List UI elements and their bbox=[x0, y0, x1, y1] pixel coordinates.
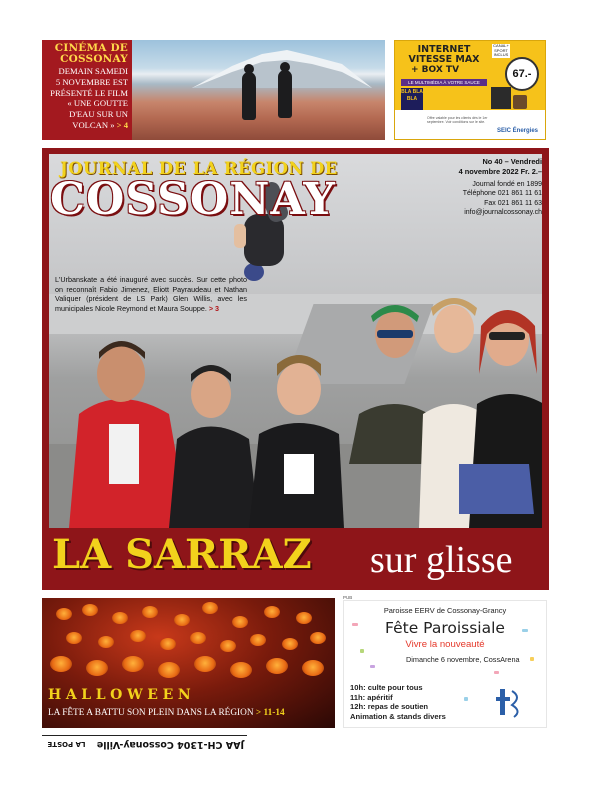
pumpkin-icon bbox=[158, 662, 180, 678]
caption-text: L'Urbanskate a été inauguré avec succès. Sur cette photo on reconnaît Fabio Jimenez, Eliott Payraudeau et Nathan Valiquer (président de LS Park) Glen Willis, avec les municipales Nicole Reymond et Maura Souppe. bbox=[55, 275, 247, 313]
internet-ad[interactable] bbox=[394, 40, 546, 140]
cinema-text-line: « UNE GOUTTE bbox=[67, 98, 128, 109]
pumpkin-icon bbox=[250, 634, 266, 646]
ad-headline: INTERNET VITESSE MAX bbox=[408, 44, 480, 65]
diver-figure bbox=[242, 72, 256, 120]
pumpkin-icon bbox=[160, 638, 176, 650]
diver-head bbox=[244, 64, 254, 74]
cinema-page-ref[interactable]: > 4 bbox=[116, 119, 128, 130]
caption-page-ref[interactable]: > 3 bbox=[208, 303, 220, 313]
postal-band bbox=[42, 735, 247, 751]
cinema-photo bbox=[132, 40, 385, 140]
halloween-sub-text: LA FÊTE A BATTU SON PLEIN DANS LA RÉGION bbox=[48, 708, 254, 718]
confetti bbox=[464, 697, 468, 701]
parish-ad[interactable] bbox=[343, 600, 547, 728]
diver-head bbox=[280, 62, 290, 72]
cinema-teaser[interactable] bbox=[42, 40, 132, 140]
photo-caption bbox=[55, 275, 247, 313]
parish-date: Dimanche 6 novembre, CossArena bbox=[406, 655, 520, 664]
issue-date-price: 4 novembre 2022 Fr. 2.– bbox=[458, 167, 542, 176]
ad-logo: SEIC Énergies bbox=[497, 128, 539, 134]
pumpkin-icon bbox=[220, 640, 236, 652]
postal-address: JAA CH-1304 Cossonay-Ville bbox=[96, 739, 244, 750]
confetti bbox=[530, 657, 534, 661]
ad-fine-print: Offre valable pour les clients dès le 1er septembre. Voir conditions sur le site. bbox=[427, 116, 488, 125]
parish-program bbox=[350, 683, 446, 721]
parish-name: Paroisse EERV de Cossonay-Grancy bbox=[383, 606, 507, 615]
issue-email[interactable]: info@journalcossonay.ch bbox=[464, 208, 542, 216]
program-item: 11h: apéritif bbox=[350, 692, 393, 702]
pumpkin-icon bbox=[282, 638, 298, 650]
ad-price-badge: 67.- bbox=[505, 57, 539, 91]
pumpkin-icon bbox=[142, 606, 158, 618]
pumpkin-icon bbox=[266, 658, 288, 674]
parish-slogan: Vivre la nouveauté bbox=[405, 639, 485, 650]
issue-fax: Fax 021 861 11 63 bbox=[484, 199, 542, 207]
confetti bbox=[370, 665, 375, 668]
cinema-title-line2: COSSONAY bbox=[60, 53, 128, 65]
cinema-title-line1: CINÉMA DE bbox=[54, 42, 128, 54]
post-logo: LA POSTE bbox=[47, 740, 86, 748]
ad-footer-band bbox=[395, 110, 545, 140]
issue-phone: Téléphone 021 861 11 61 bbox=[462, 190, 542, 198]
pumpkin-icon bbox=[56, 608, 72, 620]
halloween-subtitle bbox=[48, 708, 285, 718]
pumpkin-icon bbox=[232, 616, 248, 628]
pub-label: PUB bbox=[343, 595, 353, 600]
masthead-subtitle: JOURNAL DE LA RÉGION DE bbox=[60, 159, 338, 178]
cinema-text-line: 5 NOVEMBRE EST bbox=[55, 76, 128, 87]
tv-box-icon bbox=[491, 87, 511, 109]
cinema-text bbox=[46, 66, 128, 131]
pumpkin-icon bbox=[66, 632, 82, 644]
program-item: 10h: culte pour tous bbox=[350, 683, 423, 692]
ad-blabla-box: BLA BLA BLA bbox=[401, 88, 423, 110]
pumpkin-icon bbox=[190, 632, 206, 644]
cinema-text-line: DEMAIN SAMEDI bbox=[58, 66, 128, 76]
ad-tag: CANAL+ SPORT INCLUS bbox=[493, 43, 509, 57]
program-item: Animation & stands divers bbox=[350, 711, 446, 721]
remote-icon bbox=[513, 95, 527, 109]
postal-text bbox=[44, 737, 244, 751]
ad-subheadline: + BOX TV bbox=[411, 65, 460, 75]
parish-logo-icon bbox=[496, 685, 536, 721]
pumpkin-icon bbox=[296, 612, 312, 624]
pumpkin-icon bbox=[174, 614, 190, 626]
pumpkin-icon bbox=[122, 656, 144, 672]
pumpkin-icon bbox=[112, 612, 128, 624]
cinema-text-line: PRÉSENTÉ LE FILM bbox=[50, 87, 128, 98]
pumpkin-icon bbox=[202, 602, 218, 614]
pumpkin-icon bbox=[50, 656, 72, 672]
pumpkin-icon bbox=[230, 662, 252, 678]
pumpkin-icon bbox=[86, 660, 108, 676]
pumpkin-icon bbox=[302, 660, 324, 676]
pumpkin-icon bbox=[264, 606, 280, 618]
main-headline[interactable]: LA SARRAZ bbox=[52, 531, 312, 578]
cinema-text-last: VOLCAN » bbox=[72, 119, 115, 130]
pumpkin-icon bbox=[98, 636, 114, 648]
issue-founded: Journal fondé en 1899 bbox=[472, 181, 542, 188]
confetti bbox=[494, 671, 499, 674]
program-item: 12h: repas de soutien bbox=[350, 702, 429, 712]
pumpkin-icon bbox=[310, 632, 326, 644]
issue-number: No 40 – Vendredi bbox=[482, 157, 542, 166]
cinema-text-line: D'EAU SUR UN bbox=[69, 109, 128, 120]
pumpkin-icon bbox=[82, 604, 98, 616]
ad-strip: LE MULTIMÉDIA À VOTRE SAUCE bbox=[401, 79, 487, 86]
issue-info bbox=[444, 157, 542, 217]
halloween-title: HALLOWEEN bbox=[48, 687, 196, 703]
masthead-title: COSSONAY bbox=[50, 174, 336, 225]
diver-figure bbox=[278, 70, 292, 118]
parish-event-title: Fête Paroissiale bbox=[385, 619, 505, 637]
pumpkin-icon bbox=[194, 656, 216, 672]
cinema-text-line bbox=[46, 120, 128, 131]
pumpkin-icon bbox=[130, 630, 146, 642]
main-headline-script[interactable]: sur glisse bbox=[370, 539, 513, 581]
halloween-page-ref[interactable]: > 11-14 bbox=[255, 708, 285, 718]
